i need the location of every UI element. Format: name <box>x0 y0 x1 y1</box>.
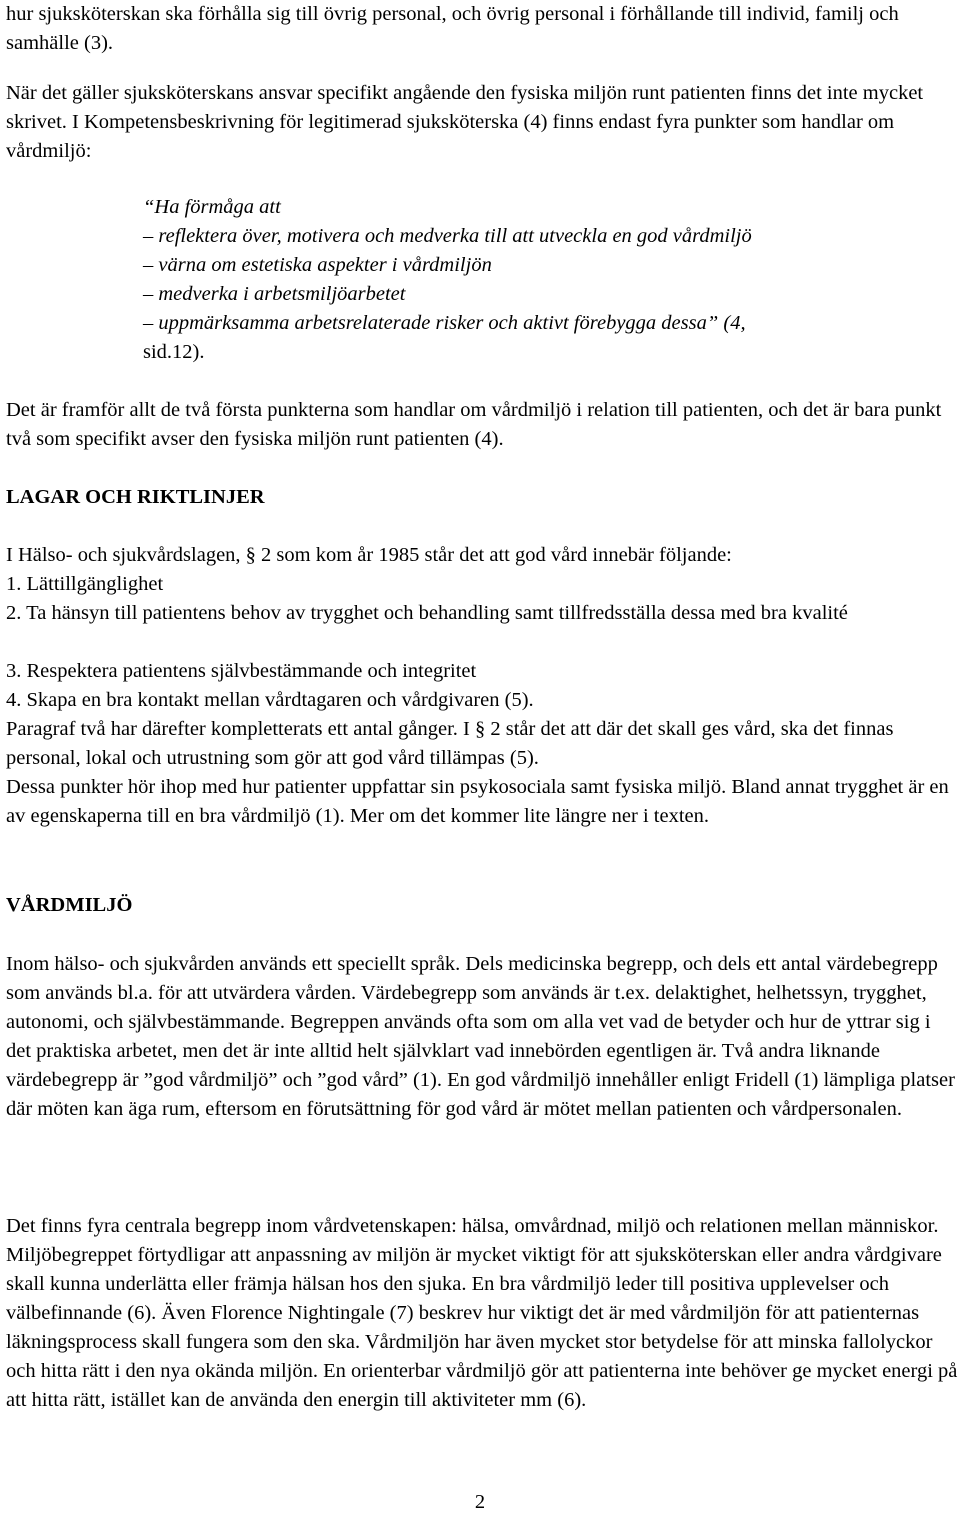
quote-citation: (4, <box>718 312 746 334</box>
quote-line: – värna om estetiska aspekter i vårdmiljön <box>143 254 492 276</box>
quote-citation-end: sid.12). <box>143 341 205 363</box>
paragraph-punkter-miljo: Dessa punkter hör ihop med hur patienter uppfattar sin psykosociala samt fysiska miljö. Bland annat trygghet är en av egenskaperna till en bra vårdmiljö (1). Mer om det kommer lite längre ner i texten. <box>6 776 949 827</box>
list-item: 3. Respektera patientens självbestämmande och integritet <box>6 660 477 682</box>
quote-line: – medverka i arbetsmiljöarbetet <box>143 283 406 305</box>
list-item: 4. Skapa en bra kontakt mellan vårdtagaren och vårdgivaren (5). <box>6 689 534 711</box>
paragraph-centrala-begrepp: Det finns fyra centrala begrepp inom vårdvetenskapen: hälsa, omvårdnad, miljö och relationen mellan människor. Miljöbegreppet förtydligar att anpassning av miljön är mycket viktigt för att sjuksköterskan eller andra vårdgivare skall kunna underlätta eller främja hälsan hos den sjuka. En bra vårdmiljö leder till positiva upplevelser och välbefinnande (6). Även Florence Nightingale (7) beskrev hur viktigt det är med vårdmiljön för att patienternas läkningsprocess skall fungera som den ska. Vårdmiljön har även mycket stor betydelse för att minska fallolyckor och hitta rätt i den nya okända miljön. En orienterbar vårdmiljö gör att patienterna inte behöver ge mycket energi på att hitta rätt, istället kan de använda den energin till aktiviteter mm (6). <box>6 1215 958 1411</box>
quote-line: – reflektera över, motivera och medverka till att utveckla en god vårdmiljö <box>143 225 752 247</box>
paragraph-ansvar: När det gäller sjuksköterskans ansvar specifikt angående den fysiska miljön runt patienten finns det inte mycket skrivet. I Kompetensbeskrivning för legitimerad sjuksköterska (4) finns endast fyra punkter som handlar om vårdmiljö: <box>6 82 924 162</box>
paragraph-paragraf: Paragraf två har därefter kompletterats ett antal gånger. I § 2 står det att där det skall ges vård, ska det finnas personal, lokal och utrustning som gör att god vård tillämpas (5). <box>6 718 894 769</box>
paragraph-punkter: Det är framför allt de två första punkterna som handlar om vårdmiljö i relation till patienten, och det är bara punkt två som specifikt avser den fysiska miljön runt patienten (4). <box>6 399 942 450</box>
section-heading-vardmiljo: VÅRDMILJÖ <box>6 894 133 916</box>
quote-line: “Ha förmåga att <box>143 196 281 218</box>
list-item: 2. Ta hänsyn till patientens behov av trygghet och behandling samt tillfredsställa dessa med bra kvalité <box>6 602 848 624</box>
page-number: 2 <box>474 1491 486 1513</box>
list-item: 1. Lättillgänglighet <box>6 573 164 595</box>
paragraph-hsl-intro: I Hälso- och sjukvårdslagen, § 2 som kom år 1985 står det att god vård innebär följande: <box>6 544 732 566</box>
paragraph-vardebegrepp: Inom hälso- och sjukvården används ett speciellt språk. Dels medicinska begrepp, och dels ett antal värdebegrepp som används bl.a. för att utvärdera vården. Värdebegrepp som används är t.ex. delaktighet, helhetssyn, trygghet, autonomi, och självbestämmande. Begreppen används ofta som om alla vet vad de betyder och hur de yttrar sig i det praktiska arbetet, men det är inte alltid helt självklart vad innebörden egentligen är. Två andra liknande värdebegrepp är ”god vårdmiljö” och ”god vård” (1). En god vårdmiljö innehåller enligt Fridell (1) lämpliga platser där möten kan äga rum, eftersom en förutsättning för god vård är mötet mellan patienten och vårdpersonalen. <box>6 953 955 1120</box>
section-heading-lagar: LAGAR OCH RIKTLINJER <box>6 486 265 508</box>
quote-line <box>143 309 943 338</box>
paragraph-intro: hur sjuksköterskan ska förhålla sig till övrig personal, och övrig personal i förhållande till individ, familj och samhälle (3). <box>6 3 899 54</box>
quote-text: – uppmärksamma arbetsrelaterade risker och aktivt förebygga dessa” <box>143 312 719 334</box>
block-quote <box>143 193 943 367</box>
